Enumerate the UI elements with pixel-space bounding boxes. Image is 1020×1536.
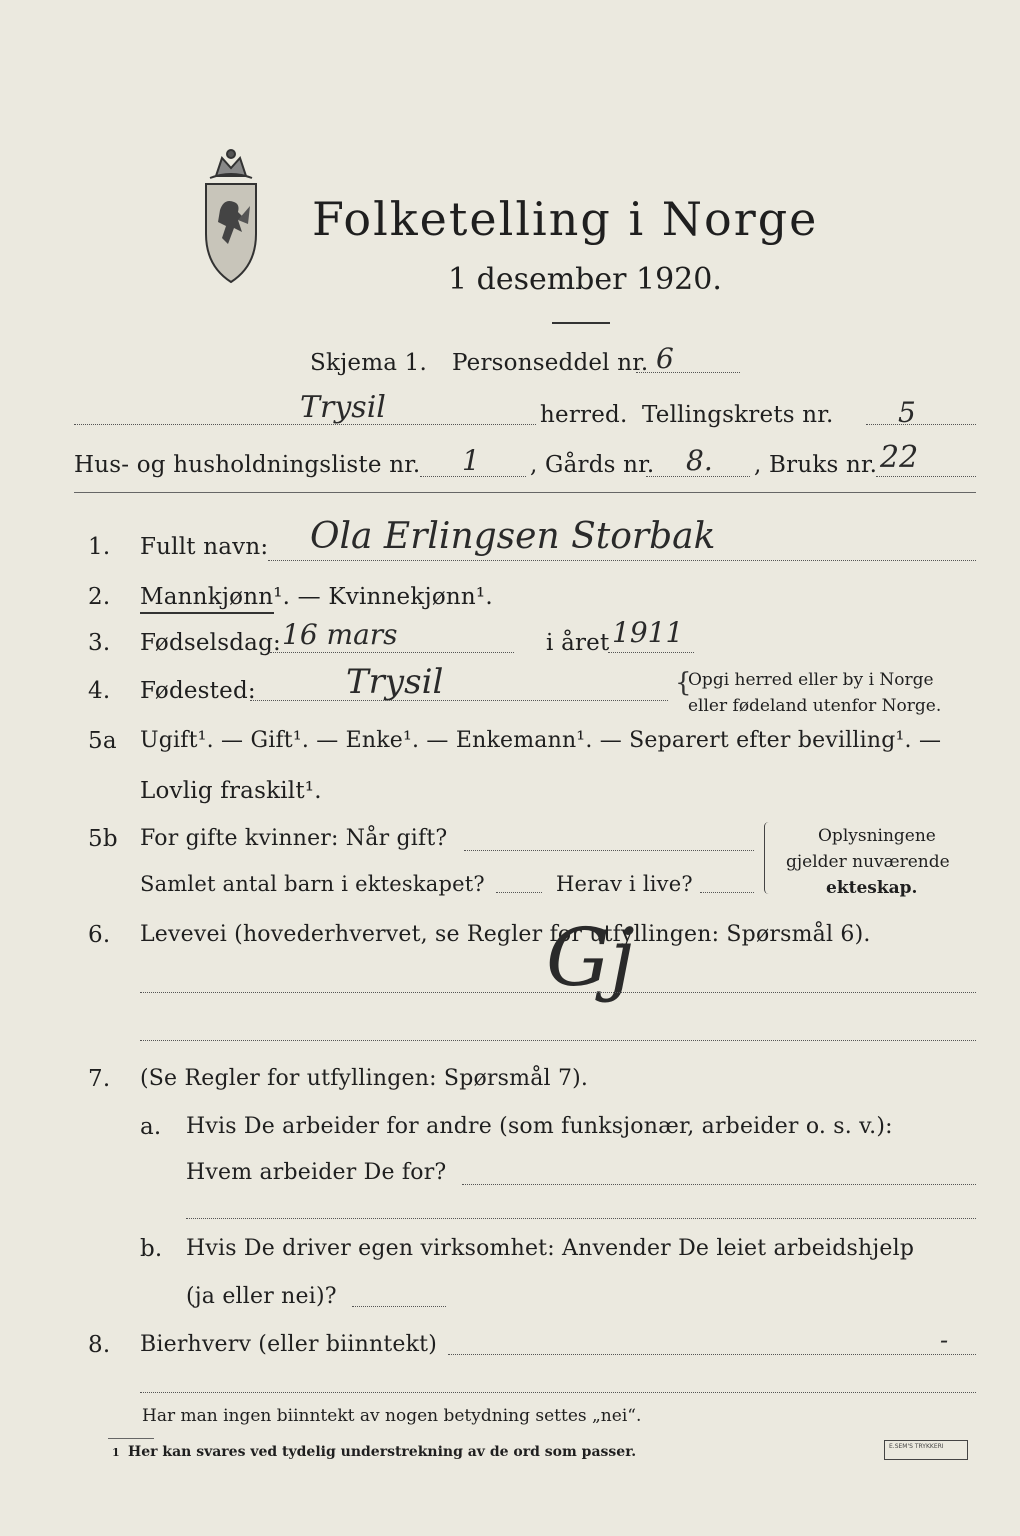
skjema-label: Skjema 1. <box>310 350 428 376</box>
marital-status-line2[interactable]: Lovlig fraskilt¹. <box>140 778 322 804</box>
year-label: i året <box>546 630 610 656</box>
q7-label: (Se Regler for utfyllingen: Spørsmål 7). <box>140 1066 589 1091</box>
q7a-letter: a. <box>140 1114 162 1140</box>
q8-label: Bierhverv (eller biinntekt) <box>140 1332 438 1357</box>
q7a-line2: Hvem arbeider De for? <box>186 1160 447 1185</box>
tellingskrets-value[interactable]: 5 <box>898 396 916 429</box>
herred-value[interactable]: Trysil <box>300 390 386 425</box>
q4-brace: { <box>675 668 692 698</box>
q7b-line2: (ja eller nei)? <box>186 1284 337 1309</box>
q7b-letter: b. <box>140 1236 163 1262</box>
q5b-alive-label: Herav i live? <box>556 872 693 896</box>
q5b-children-label: Samlet antal barn i ekteskapet? <box>140 872 485 896</box>
q5b-bracket <box>764 822 773 894</box>
q5a-number: 5a <box>88 728 117 754</box>
q4-label: Fødested: <box>140 678 256 704</box>
footnote: Her kan svares ved tydelig understrekning av de ord som passer. <box>128 1444 637 1460</box>
birthplace-value[interactable]: Trysil <box>346 662 444 702</box>
gards-value[interactable]: 8. <box>686 444 713 477</box>
q5b-note-line2: gjelder nuværende <box>786 852 950 872</box>
header-rule <box>74 492 976 493</box>
birth-year-value[interactable]: 1911 <box>612 616 684 649</box>
census-date: 1 desember 1920. <box>448 262 722 297</box>
birthday-value[interactable]: 16 mars <box>282 618 398 651</box>
gender-options[interactable]: Mannkjønn¹. — Kvinnekjønn¹. <box>140 584 493 610</box>
printer-stamp: E.SEM'S TRYKKERI <box>884 1440 968 1460</box>
q5b-married-label: For gifte kvinner: Når gift? <box>140 826 448 851</box>
form-title: Folketelling i Norge <box>312 192 819 246</box>
q1-number: 1. <box>88 534 111 560</box>
q5b-note-line3: ekteskap. <box>826 878 918 898</box>
q3-label: Fødselsdag: <box>140 630 281 656</box>
full-name-value[interactable]: Ola Erlingsen Storbak <box>310 516 716 557</box>
hus-label: Hus- og husholdningsliste nr. <box>74 452 421 478</box>
q2-number: 2. <box>88 584 111 610</box>
tellingskrets-label: Tellingskrets nr. <box>642 402 834 428</box>
personseddel-label: Personseddel nr. <box>452 350 649 376</box>
bruks-label: , Bruks nr. <box>754 452 878 478</box>
q7b-line1: Hvis De driver egen virksomhet: Anvender De leiet arbeidshjelp <box>186 1236 915 1261</box>
q8-note: Har man ingen biinntekt av nogen betydning settes „nei“. <box>142 1406 642 1426</box>
gards-label: , Gårds nr. <box>530 452 655 478</box>
marital-status-options[interactable]: Ugift¹. — Gift¹. — Enke¹. — Enkemann¹. — Separert efter bevilling¹. — <box>140 728 942 753</box>
q5b-number: 5b <box>88 826 118 852</box>
q8-number: 8. <box>88 1332 111 1358</box>
q7-number: 7. <box>88 1066 111 1092</box>
q6-label: Levevei (hovederhvervet, se Regler for utfyllingen: Spørsmål 6). <box>140 922 871 947</box>
q4-note-line2: eller fødeland utenfor Norge. <box>688 696 942 716</box>
coat-of-arms-icon <box>188 148 274 288</box>
herred-label: herred. <box>540 402 628 428</box>
side-income-value[interactable]: - <box>940 1326 949 1354</box>
q3-number: 3. <box>88 630 111 656</box>
q5b-note-line1: Oplysningene <box>818 826 936 846</box>
q6-number: 6. <box>88 922 111 948</box>
q1-label: Fullt navn: <box>140 534 269 560</box>
q4-note-line1: Opgi herred eller by i Norge <box>688 670 934 690</box>
gender-underline <box>140 612 274 614</box>
bruks-value[interactable]: 22 <box>880 440 919 475</box>
q4-number: 4. <box>88 678 111 704</box>
q7a-line1: Hvis De arbeider for andre (som funksjonær, arbeider o. s. v.): <box>186 1114 893 1139</box>
personseddel-value[interactable]: 6 <box>656 342 674 375</box>
occupation-value[interactable]: Gj <box>546 911 635 1004</box>
title-divider <box>552 322 610 324</box>
hus-value[interactable]: 1 <box>462 444 480 477</box>
footnote-mark: 1 <box>112 1446 120 1459</box>
